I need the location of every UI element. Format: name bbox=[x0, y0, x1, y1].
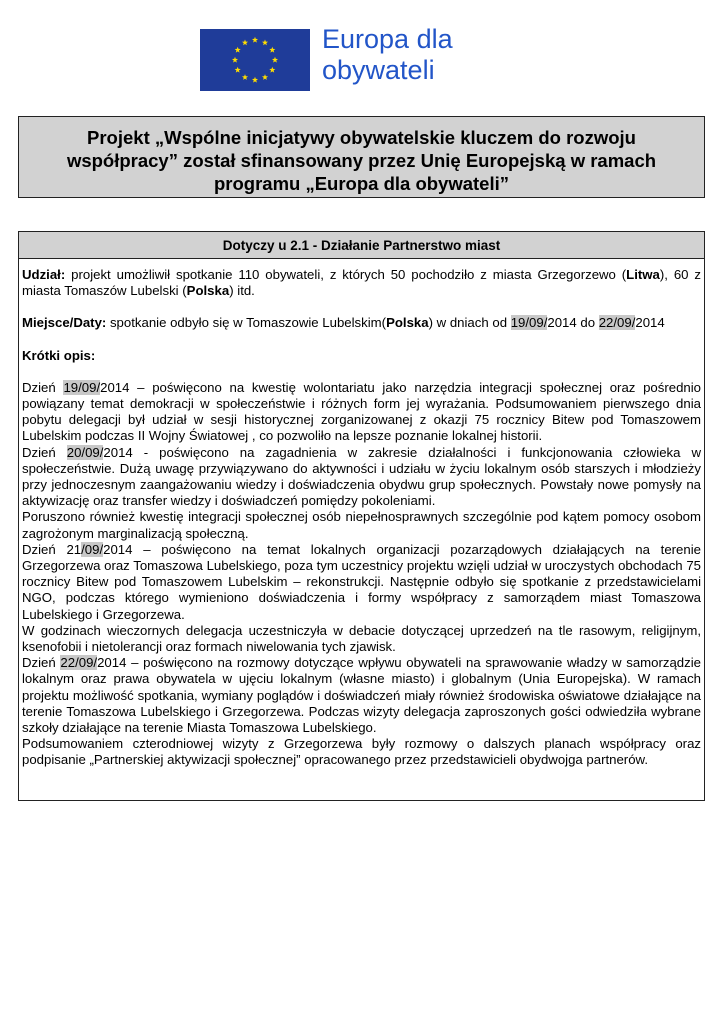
flag-star bbox=[269, 67, 275, 73]
day-3-date: /09/ bbox=[81, 541, 104, 557]
flag-star bbox=[235, 47, 241, 53]
flag-star bbox=[262, 39, 268, 45]
date-to: 22/09/ bbox=[598, 315, 636, 331]
flag-star bbox=[272, 57, 278, 63]
report-box bbox=[18, 231, 705, 801]
day-1-paragraph bbox=[22, 380, 701, 445]
section-heading: Dotyczy u 2.1 - Działanie Partnerstwo miast bbox=[19, 232, 704, 259]
country-poland: Polska bbox=[186, 283, 230, 299]
day-2-text: 2014 - poświęcono na zagadnienia w zakresie działalności i funkcjonowania człowieka w społeczeństwie. Dużą uwagę przywiązywano do aktywności i udziału w życiu lokalnym osób starszych i młodzieży przy jednoczesnym zaangażowaniu wiedzy i doświadczenia obydwu grup społecznych. Powstały nowe pomysły na aktywizację oraz transfer wiedzy i doświadczeń pomiędzy pokoleniami. bbox=[22, 444, 701, 509]
day-2-prefix: Dzień bbox=[22, 444, 67, 460]
date-from: 19/09/ bbox=[510, 315, 548, 331]
flag-star bbox=[252, 37, 258, 43]
day-4-text: 2014 – poświęcono na rozmowy dotyczące wpływu obywateli na sprawowanie władzy w samorządzie lokalnym oraz prawa obywatela w ujęciu lokalnym (własne miasto) i globalnym (Unia Europejska). W ramach projektu możliwość spotkania, wymiany poglądów i doświadczeń miały również środowiska oświatowe działające na terenie Tomaszowa Lubelskiego i Grzegorzewa. Podczas wizyty delegacja zaproszonych gości odwiedziła wybrane szkoły działające na terenie Miasta Tomaszowa Lubelskiego. bbox=[22, 655, 701, 736]
place-dates-paragraph bbox=[22, 315, 701, 331]
brand-line-1: Europa dla bbox=[322, 24, 453, 54]
short-description-label-text: Krótki opis: bbox=[22, 347, 96, 363]
place-text-3: 2014 do bbox=[547, 315, 599, 331]
day-1-date: 19/09/ bbox=[63, 379, 101, 395]
place-dates-label: Miejsce/Daty: bbox=[22, 315, 107, 331]
summary-paragraph: Podsumowaniem czterodniowej wizyty z Grzegorzewa były rozmowy o dalszych planach współpracy oraz podpisanie „Partnerskiej aktywizacji społecznej” opracowanego przez przedstawicieli obydwojga partnerów. bbox=[22, 736, 701, 768]
report-content bbox=[19, 259, 704, 769]
participation-text-1: projekt umożliwił spotkanie 110 obywateli, z których 50 pochodziło z miasta Grzegorzewo ( bbox=[65, 267, 627, 282]
day-3-text: 2014 – poświęcono na temat lokalnych organizacji pozarządowych działających na terenie Grzegorzewa oraz Tomaszowa Lubelskiego, poza tym uczestnicy projektu wzięli udział w uroczystych obchodach 75 rocznicy Bitew pod Tomaszowem Lubelskim – rekonstrukcji. Następnie odbyło się spotkanie z przedstawicielami NGO, podczas którego wymieniono doświadczenia i formy współpracy z samorządem miast Tomaszowa Lubelskiego i Grzegorzewa. bbox=[22, 541, 701, 622]
flag-star bbox=[242, 39, 248, 45]
country-lithuania: Litwa bbox=[626, 267, 660, 282]
day-2-paragraph bbox=[22, 445, 701, 510]
brand-line-2: obywateli bbox=[322, 55, 435, 85]
brand-logo-text bbox=[322, 24, 453, 86]
place-country: Polska bbox=[386, 315, 429, 331]
flag-star bbox=[242, 74, 248, 80]
flag-star bbox=[252, 77, 258, 83]
participation-text-2: ), 60 z miasta Tomaszów Lubelski ( bbox=[22, 267, 701, 299]
place-text-1: spotkanie odbyło się w Tomaszowie Lubelskim( bbox=[106, 315, 387, 331]
day-4-paragraph bbox=[22, 655, 701, 736]
day-1-prefix: Dzień bbox=[22, 379, 64, 395]
place-text-4: 2014 bbox=[635, 315, 665, 331]
title-box bbox=[18, 116, 705, 198]
flag-star bbox=[262, 74, 268, 80]
participation-label: Udział: bbox=[22, 267, 66, 282]
eu-flag-stars bbox=[200, 29, 310, 91]
day-3-prefix: Dzień 21 bbox=[22, 541, 82, 557]
evening-debate-paragraph: W godzinach wieczornych delegacja uczestniczyła w debacie dotyczącej uprzedzeń na tle rasowym, religijnym, ksenofobii i nietolerancji oraz formach niwelowania tych zjawisk. bbox=[22, 622, 701, 655]
flag-star bbox=[235, 67, 241, 73]
eu-flag-icon bbox=[200, 29, 310, 91]
day-4-date: 22/09/ bbox=[60, 655, 98, 671]
flag-star bbox=[269, 47, 275, 53]
page-title: Projekt „Wspólne inicjatywy obywatelskie kluczem do rozwoju współpracy” został sfinansowany przez Unię Europejską w ramach programu „Europa dla obywateli” bbox=[66, 127, 657, 194]
day-3-paragraph bbox=[22, 542, 701, 623]
participation-paragraph bbox=[22, 267, 701, 299]
integration-paragraph: Poruszono również kwestię integracji społecznej osób niepełnosprawnych szczególnie pod kątem pomocy osobom zagrożonym marginalizacją społeczną. bbox=[22, 509, 701, 541]
day-1-text: 2014 – poświęcono na kwestię wolontariatu jako narzędzia integracji społecznej oraz pośrednio powiązany temat demokracji w społeczeństwie i różnych form jej wyrażania. Podsumowaniem pierwszego dnia pobytu delegacji był udział w sesji historycznej zorganizowanej z okazji 75 rocznicy Bitew pod Tomaszowem Lubelskim podczas II Wojny Światowej , co pozwoliło na lepsze poznanie lokalnej historii. bbox=[22, 379, 702, 444]
flag-star bbox=[232, 57, 238, 63]
day-4-prefix: Dzień bbox=[22, 655, 61, 671]
participation-text-3: ) itd. bbox=[229, 283, 255, 299]
short-description-label bbox=[22, 348, 701, 364]
day-2-date: 20/09/ bbox=[66, 444, 104, 460]
place-text-2: ) w dniach od bbox=[428, 315, 511, 331]
